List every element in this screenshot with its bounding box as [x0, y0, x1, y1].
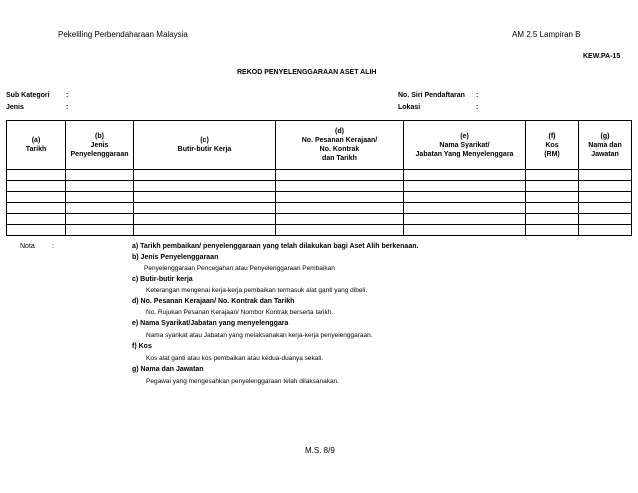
table-cell[interactable] [526, 203, 579, 214]
table-cell[interactable] [526, 192, 579, 203]
table-cell[interactable] [134, 225, 276, 236]
table-cell[interactable] [276, 225, 404, 236]
table-row [7, 203, 632, 214]
table-cell[interactable] [579, 170, 632, 181]
column-header-no-pesanan: (d) No. Pesanan Kerajaan/ No. Kontrak dan Tarikh [276, 121, 404, 170]
field-no-siri-colon: : [476, 92, 479, 99]
note-a-title: a) Tarikh pembaikan/ penyelenggaraan yang telah dilakukan bagi Aset Alih berkenaan. [132, 243, 419, 250]
table-cell[interactable] [66, 225, 134, 236]
maintenance-record-table [6, 120, 632, 236]
table-cell[interactable] [404, 192, 526, 203]
table-cell[interactable] [404, 181, 526, 192]
table-cell[interactable] [7, 203, 66, 214]
table-cell[interactable] [7, 181, 66, 192]
note-e-body: Nama syarikat atau Jabatan yang melaksanakan kerja-kerja penyelenggaraan. [146, 332, 373, 339]
table-cell[interactable] [134, 192, 276, 203]
table-cell[interactable] [579, 214, 632, 225]
table-cell[interactable] [7, 170, 66, 181]
field-no-siri-label: No. Siri Pendaftaran [398, 92, 465, 99]
table-cell[interactable] [404, 214, 526, 225]
table-cell[interactable] [579, 203, 632, 214]
table-cell[interactable] [404, 170, 526, 181]
note-b-body: Penyelenggaraan Pencegahan atau Penyelenggaraan Pembaikan [144, 265, 335, 272]
nota-label: Nota [20, 243, 35, 250]
note-f-title: f) Kos [132, 343, 152, 350]
note-d-title: d) No. Pesanan Kerajaan/ No. Kontrak dan Tarikh [132, 298, 295, 305]
column-header-nama-jawatan: (g) Nama dan Jawatan [579, 121, 632, 170]
note-f-body: Kos alat ganti atau kos pembaikan atau kedua-duanya sekali. [146, 355, 324, 362]
page-title: REKOD PENYELENGGARAAN ASET ALIH [237, 69, 377, 76]
table-cell[interactable] [134, 181, 276, 192]
table-cell[interactable] [7, 192, 66, 203]
field-sub-kategori-colon: : [66, 92, 69, 99]
table-row [7, 192, 632, 203]
table-cell[interactable] [134, 170, 276, 181]
note-g-body: Pegawai yang mengesahkan penyelenggaraan telah dilaksanakan. [146, 378, 339, 385]
page-number: M.S. 8/9 [305, 446, 335, 455]
table-cell[interactable] [579, 225, 632, 236]
note-c-body: Keterangan mengenai kerja-kerja pembaikan termasuk alat ganti yang dibeli. [146, 287, 368, 294]
table-cell[interactable] [276, 170, 404, 181]
form-code: KEW.PA-15 [583, 53, 621, 60]
table-cell[interactable] [526, 225, 579, 236]
field-jenis-label: Jenis [6, 104, 24, 111]
table-cell[interactable] [66, 203, 134, 214]
note-c-title: c) Butir-butir kerja [132, 276, 193, 283]
table-header-row [7, 121, 632, 170]
table-cell[interactable] [526, 214, 579, 225]
table-row [7, 214, 632, 225]
table-cell[interactable] [66, 170, 134, 181]
table-cell[interactable] [404, 203, 526, 214]
table-cell[interactable] [7, 225, 66, 236]
header-right: AM 2.5 Lampiran B [512, 30, 581, 39]
table-cell[interactable] [66, 181, 134, 192]
table-cell[interactable] [579, 181, 632, 192]
field-jenis-colon: : [66, 104, 69, 111]
table-cell[interactable] [276, 181, 404, 192]
column-header-butir-kerja: (c) Butir-butir Kerja [134, 121, 276, 170]
table-cell[interactable] [579, 192, 632, 203]
note-d-body: No. Rujukan Pesanan Kerajaan/ Nombor Kontrak berserta tarikh. [146, 309, 334, 316]
table-cell[interactable] [134, 214, 276, 225]
field-lokasi-colon: : [476, 104, 479, 111]
table-row [7, 225, 632, 236]
table-cell[interactable] [7, 214, 66, 225]
note-b-title: b) Jenis Penyelenggaraan [132, 254, 219, 261]
table-cell[interactable] [134, 203, 276, 214]
table-cell[interactable] [66, 192, 134, 203]
table-row [7, 181, 632, 192]
column-header-tarikh: (a) Tarikh [7, 121, 66, 170]
note-e-title: e) Nama Syarikat/Jabatan yang menyelenggara [132, 320, 289, 327]
table-cell[interactable] [66, 214, 134, 225]
header-left: Pekeliling Perbendaharaan Malaysia [58, 30, 188, 39]
column-header-nama-syarikat: (e) Nama Syarikat/ Jabatan Yang Menyelenggara [404, 121, 526, 170]
table-cell[interactable] [276, 203, 404, 214]
table-cell[interactable] [404, 225, 526, 236]
table-cell[interactable] [526, 181, 579, 192]
table-cell[interactable] [526, 170, 579, 181]
column-header-kos: (f) Kos (RM) [526, 121, 579, 170]
column-header-jenis-penyelenggaraan: (b) Jenis Penyelenggaraan [66, 121, 134, 170]
table-cell[interactable] [276, 214, 404, 225]
nota-colon: : [52, 243, 54, 250]
table-row [7, 170, 632, 181]
note-g-title: g) Nama dan Jawatan [132, 366, 204, 373]
field-sub-kategori-label: Sub Kategori [6, 92, 50, 99]
table-cell[interactable] [276, 192, 404, 203]
field-lokasi-label: Lokasi [398, 104, 421, 111]
